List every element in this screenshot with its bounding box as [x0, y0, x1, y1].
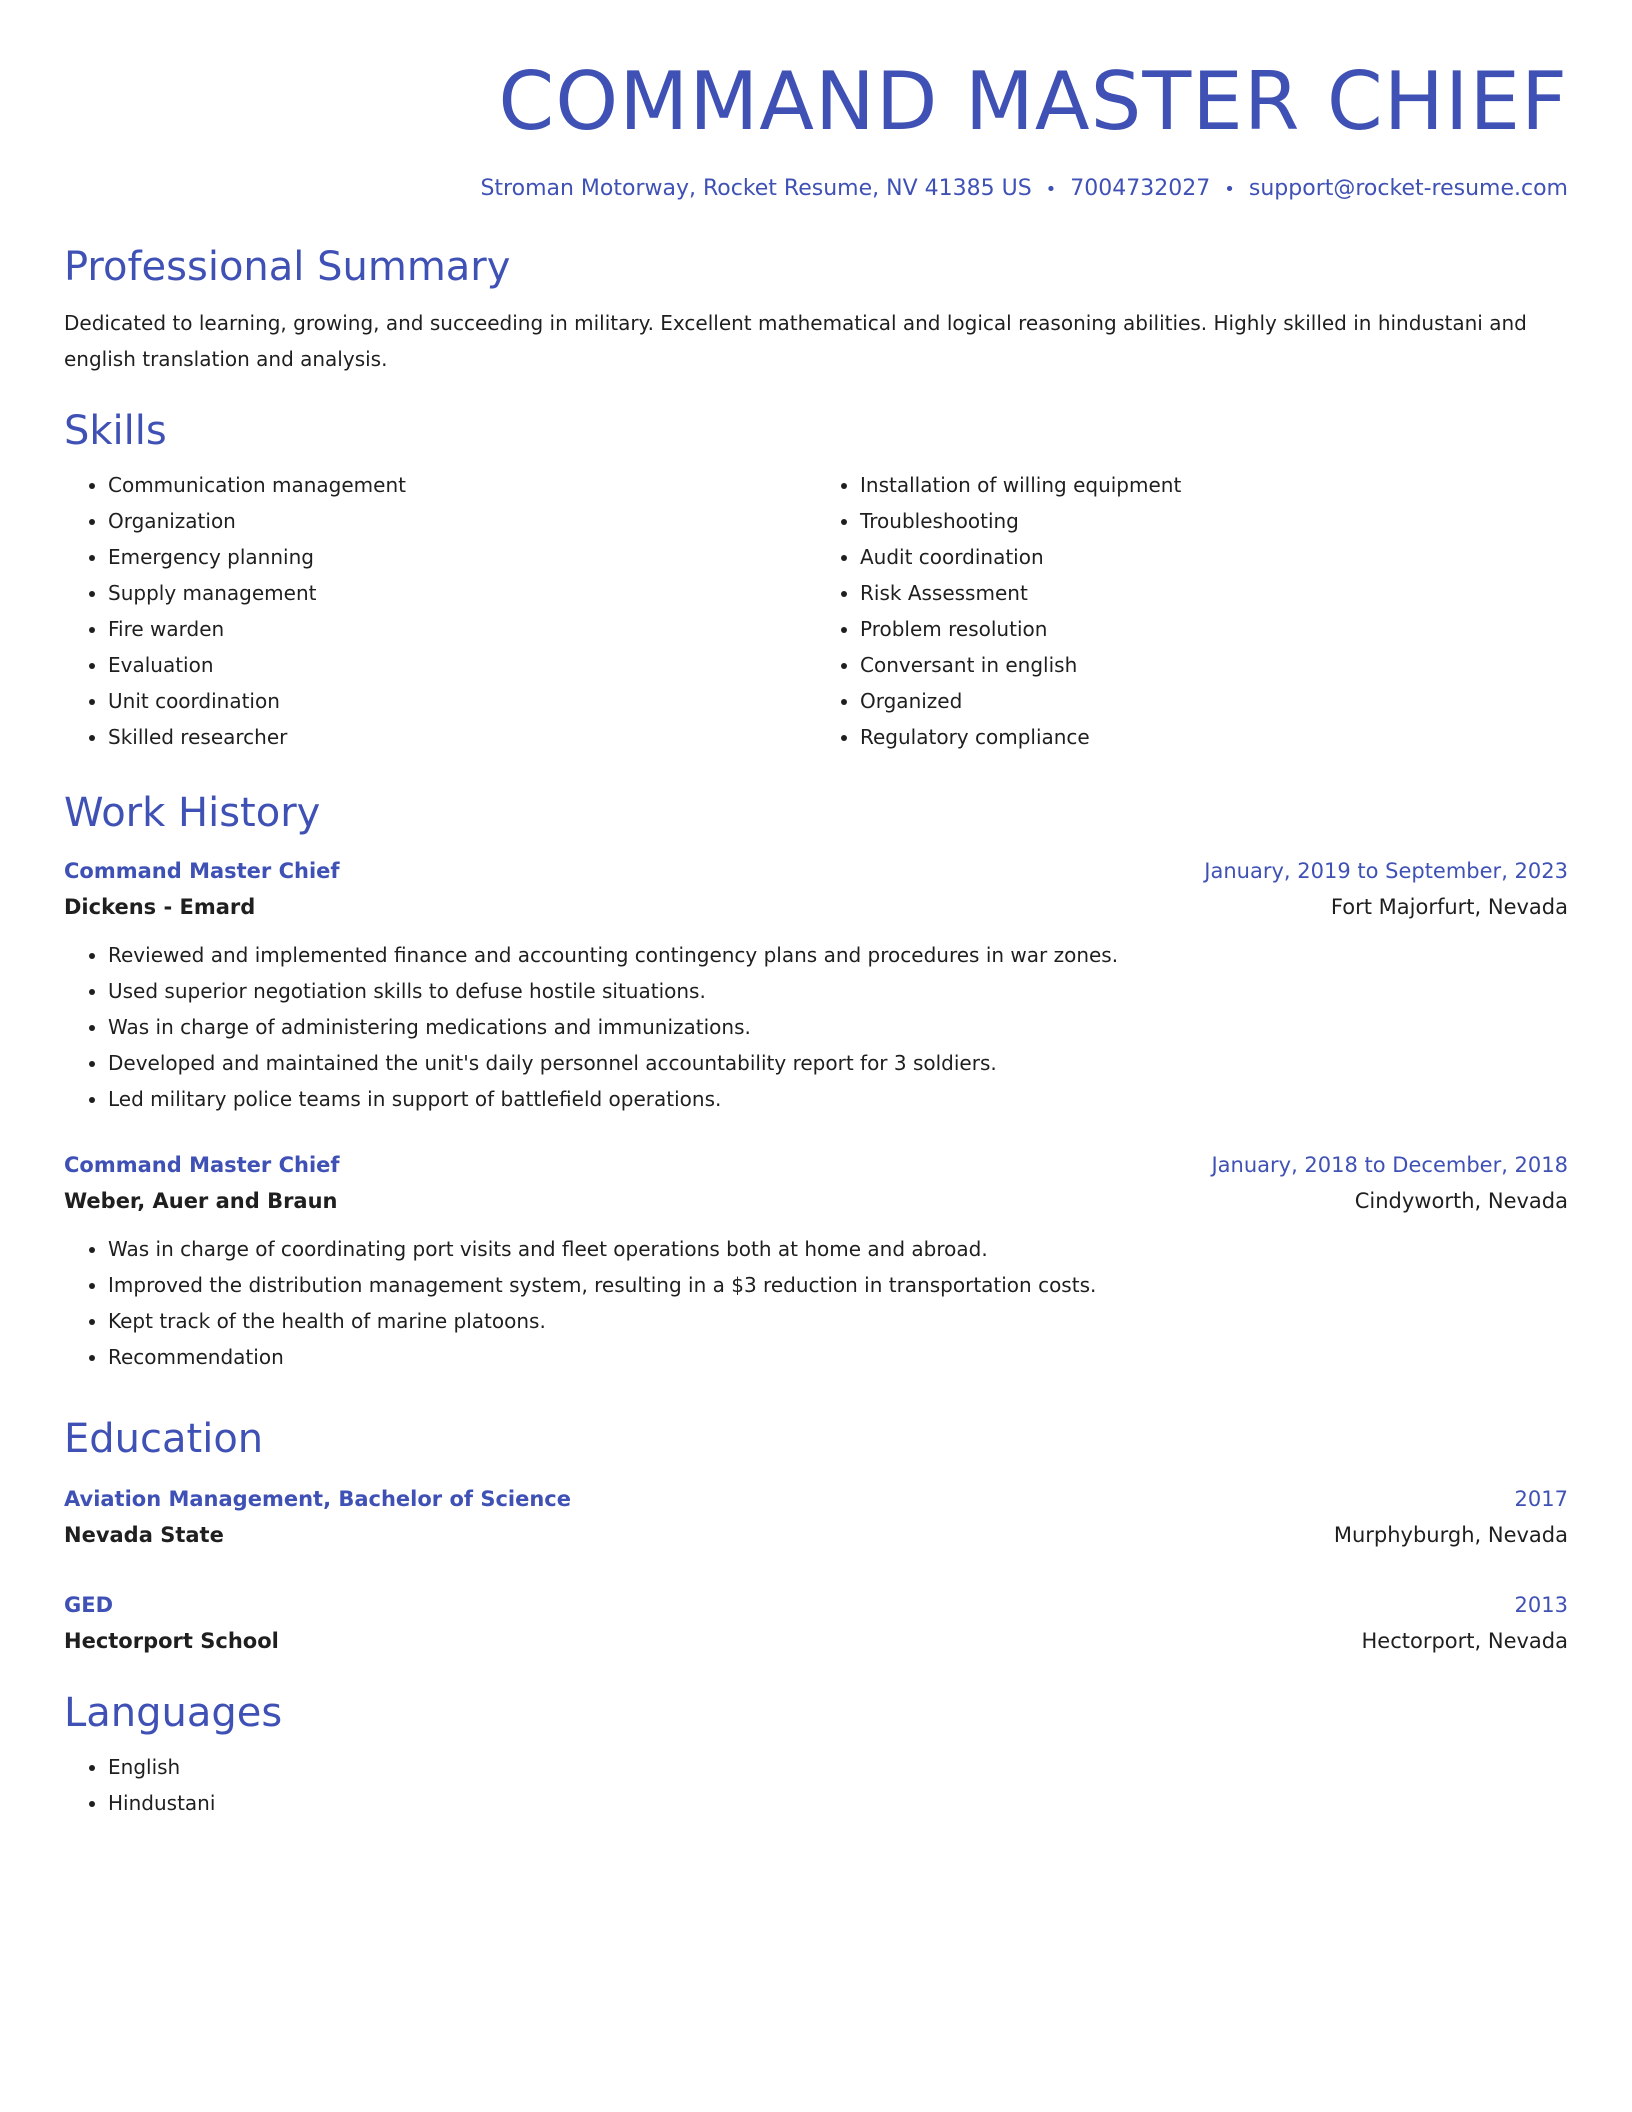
work-entry-subheader [64, 1183, 1568, 1219]
education-entry [64, 1481, 1568, 1553]
education-entry-header [64, 1587, 1568, 1623]
contact-phone[interactable]: 7004732027 [1070, 176, 1211, 201]
work-entry-header [64, 853, 1568, 889]
degree-name: GED [64, 1593, 114, 1617]
school-location: Murphyburgh, Nevada [1333, 1523, 1568, 1547]
education-entry-subheader [64, 1623, 1568, 1659]
skill-item: • Risk Assessment [860, 575, 1568, 611]
skill-item: • Supply management [108, 575, 816, 611]
duty-item: • Was in charge of administering medications and immunizations. [108, 1009, 1568, 1045]
resume-name: COMMAND MASTER CHIEF [498, 55, 1568, 148]
duty-item: • Kept track of the health of marine platoons. [108, 1303, 1568, 1339]
skill-item: • Audit coordination [860, 539, 1568, 575]
contact-separator: • [1224, 179, 1235, 200]
education-entry-header [64, 1481, 1568, 1517]
contact-address: Stroman Motorway, Rocket Resume, NV 41385 US [480, 176, 1032, 201]
skills-column-right [816, 467, 1568, 755]
skills-column-left [64, 467, 816, 755]
duty-item: • Developed and maintained the unit's daily personnel accountability report for 3 soldiers. [108, 1045, 1568, 1081]
languages-heading: Languages [64, 1690, 283, 1736]
skills-heading: Skills [64, 408, 167, 454]
skill-item: • Conversant in english [860, 647, 1568, 683]
duty-item: • Was in charge of coordinating port visits and fleet operations both at home and abroad. [108, 1231, 1568, 1267]
skill-item: • Problem resolution [860, 611, 1568, 647]
job-location: Fort Majorfurt, Nevada [1330, 895, 1568, 919]
skill-item: • Unit coordination [108, 683, 816, 719]
school-name: Hectorport School [64, 1629, 279, 1653]
job-title: Command Master Chief [64, 859, 340, 883]
employer-name: Dickens - Emard [64, 895, 256, 919]
duty-item: • Reviewed and implemented finance and accounting contingency plans and procedures in war zones. [108, 937, 1568, 973]
duty-item: • Led military police teams in support of battlefield operations. [108, 1081, 1568, 1117]
job-title: Command Master Chief [64, 1153, 340, 1177]
skill-item: • Troubleshooting [860, 503, 1568, 539]
job-dates: January, 2018 to December, 2018 [1211, 1153, 1568, 1177]
duty-item: • Recommendation [108, 1339, 1568, 1375]
degree-name: Aviation Management, Bachelor of Science [64, 1487, 571, 1511]
education-entry [64, 1587, 1568, 1659]
skill-item: • Installation of willing equipment [860, 467, 1568, 503]
work-entry [64, 853, 1568, 1117]
work-history-heading: Work History [64, 790, 321, 836]
school-location: Hectorport, Nevada [1361, 1629, 1568, 1653]
work-entry-header [64, 1147, 1568, 1183]
skill-item: • Organization [108, 503, 816, 539]
summary-heading: Professional Summary [64, 244, 511, 290]
education-heading: Education [64, 1416, 264, 1462]
skill-item: • Fire warden [108, 611, 816, 647]
job-duties [64, 937, 1568, 1117]
skill-item: • Organized [860, 683, 1568, 719]
employer-name: Weber, Auer and Braun [64, 1189, 338, 1213]
graduation-year: 2017 [1514, 1487, 1568, 1511]
language-item: • English [108, 1749, 1568, 1785]
contact-email[interactable]: support@rocket-resume.com [1248, 176, 1568, 201]
duty-item: • Used superior negotiation skills to defuse hostile situations. [108, 973, 1568, 1009]
job-location: Cindyworth, Nevada [1354, 1189, 1568, 1213]
work-entry [64, 1147, 1568, 1375]
job-duties [64, 1231, 1568, 1375]
skill-item: • Skilled researcher [108, 719, 816, 755]
job-dates: January, 2019 to September, 2023 [1204, 859, 1568, 883]
contact-line [64, 174, 1568, 205]
graduation-year: 2013 [1514, 1593, 1568, 1617]
duty-item: • Improved the distribution management system, resulting in a $3 reduction in transportation costs. [108, 1267, 1568, 1303]
school-name: Nevada State [64, 1523, 224, 1547]
summary-text: Dedicated to learning, growing, and succeeding in military. Excellent mathematical and logical reasoning abilities. Highly skilled in hindustani and english translation and analysis. [64, 311, 1527, 371]
languages-list [64, 1749, 1568, 1821]
skills-list [64, 467, 1568, 755]
education-entry-subheader [64, 1517, 1568, 1553]
contact-separator: • [1045, 179, 1057, 200]
skill-item: • Communication management [108, 467, 816, 503]
language-item: • Hindustani [108, 1785, 1568, 1821]
skill-item: • Emergency planning [108, 539, 816, 575]
work-entry-subheader [64, 889, 1568, 925]
skill-item: • Regulatory compliance [860, 719, 1568, 755]
skill-item: • Evaluation [108, 647, 816, 683]
